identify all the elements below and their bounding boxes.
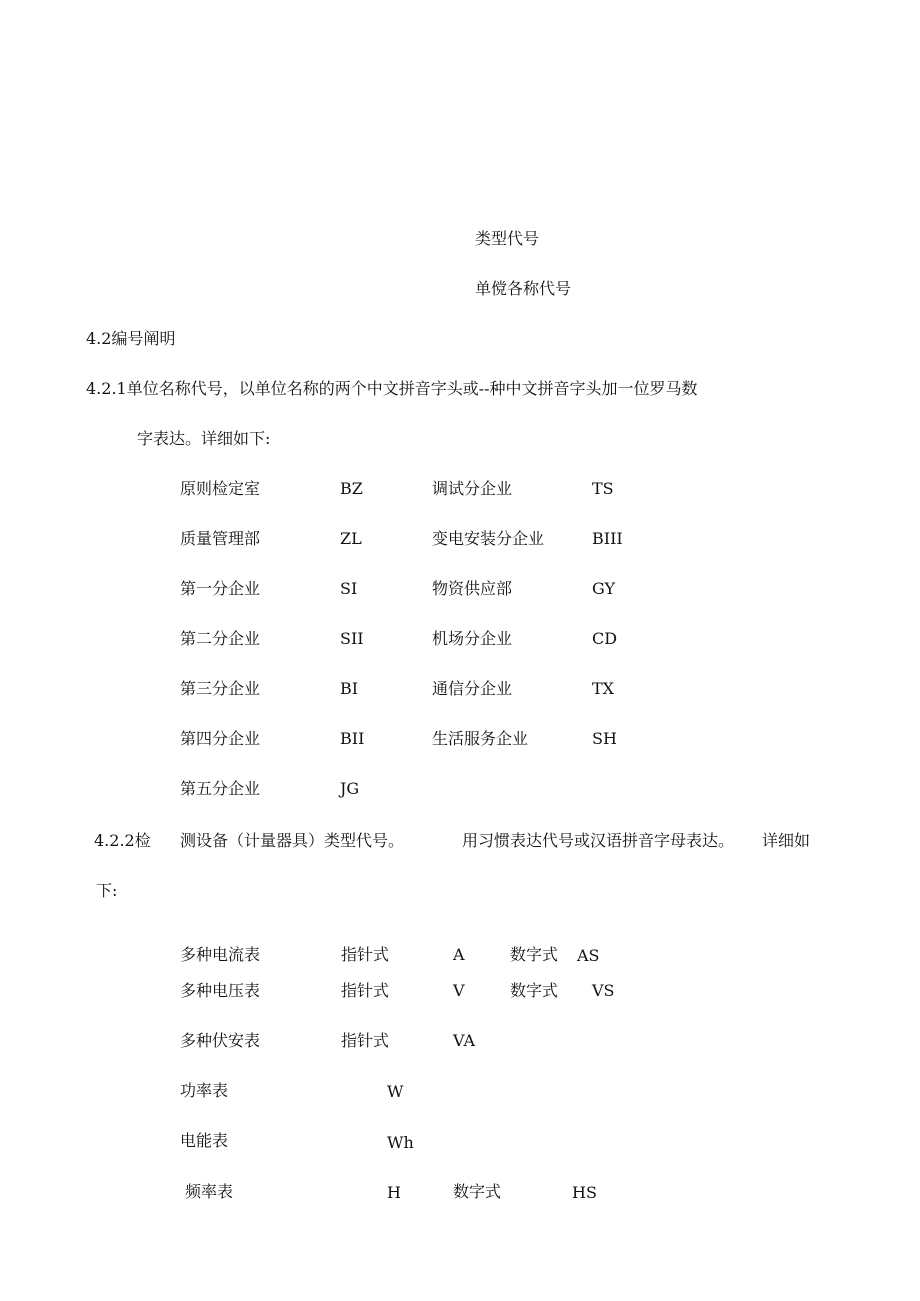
unit-name: 第五分企业 <box>180 779 261 798</box>
device-digital-code: AS <box>577 946 600 965</box>
section-4-2-2-text-d: 下: <box>96 881 118 900</box>
unit-code: CD <box>592 629 618 648</box>
unit-name: 生活服务企业 <box>432 729 529 748</box>
unit-code: SII <box>340 629 364 648</box>
unit-name: 第四分企业 <box>180 729 261 748</box>
unit-name-code-label: 单傥各称代号 <box>475 279 572 298</box>
device-name: 功率表 <box>180 1081 229 1100</box>
section-4-2-2-number: 4.2.2检 <box>94 831 151 850</box>
device-name: 多种电流表 <box>180 945 261 964</box>
unit-code: TX <box>592 679 615 698</box>
type-code-label: 类型代号 <box>475 229 540 248</box>
unit-code: BII <box>340 729 365 748</box>
section-4-2-2-text-b: 用习惯表达代号或汉语拼音字母表达。 <box>462 831 735 850</box>
section-4-2-2-text-a: 测设备（计量器具）类型代号。 <box>180 831 405 850</box>
device-name: 频率表 <box>185 1182 234 1201</box>
device-digital-code: VS <box>592 981 615 1000</box>
device-code: H <box>387 1183 401 1202</box>
unit-name: 第一分企业 <box>180 579 261 598</box>
unit-name: 机场分企业 <box>432 629 513 648</box>
unit-code: SH <box>592 729 617 748</box>
unit-name: 原则检定室 <box>180 479 261 498</box>
device-digital: 数字式 <box>510 981 559 1000</box>
device-kind: 指针式 <box>341 945 390 964</box>
unit-code: TS <box>592 479 614 498</box>
unit-code: JG <box>340 779 360 798</box>
device-kind: 指针式 <box>341 981 390 1000</box>
device-code: VA <box>453 1031 476 1050</box>
unit-name: 物资供应部 <box>432 579 513 598</box>
unit-code: BIII <box>592 529 623 548</box>
unit-name: 第三分企业 <box>180 679 261 698</box>
device-code: Wh <box>387 1133 414 1152</box>
device-code: V <box>453 981 465 1000</box>
paragraph-4-2-1-line2: 字表达。详细如下: <box>137 429 271 448</box>
unit-name: 变电安装分企业 <box>432 529 545 548</box>
paragraph-4-2-1-line1: 4.2.1单位名称代号，以单位名称的两个中文拼音字头或--种中文拼音字头加一位罗马数 <box>86 379 698 398</box>
device-digital: 数字式 <box>453 1182 502 1201</box>
unit-code: ZL <box>340 529 362 548</box>
device-digital: 数字式 <box>510 945 559 964</box>
unit-code: SI <box>340 579 358 598</box>
unit-name: 调试分企业 <box>432 479 513 498</box>
device-name: 电能表 <box>180 1131 229 1150</box>
section-4-2-heading: 4.2编号阐明 <box>86 329 176 348</box>
device-code: A <box>453 945 465 964</box>
unit-code: BZ <box>340 479 363 498</box>
section-4-2-2-text-c: 详细如 <box>762 831 811 850</box>
unit-code: GY <box>592 579 616 598</box>
unit-name: 第二分企业 <box>180 629 261 648</box>
device-kind: 指针式 <box>341 1031 390 1050</box>
unit-name: 通信分企业 <box>432 679 513 698</box>
device-name: 多种电压表 <box>180 981 261 1000</box>
device-digital-code: HS <box>572 1183 597 1202</box>
device-name: 多种伏安表 <box>180 1031 261 1050</box>
device-code: W <box>387 1082 404 1101</box>
unit-name: 质量管理部 <box>180 529 261 548</box>
unit-code: BI <box>340 679 359 698</box>
